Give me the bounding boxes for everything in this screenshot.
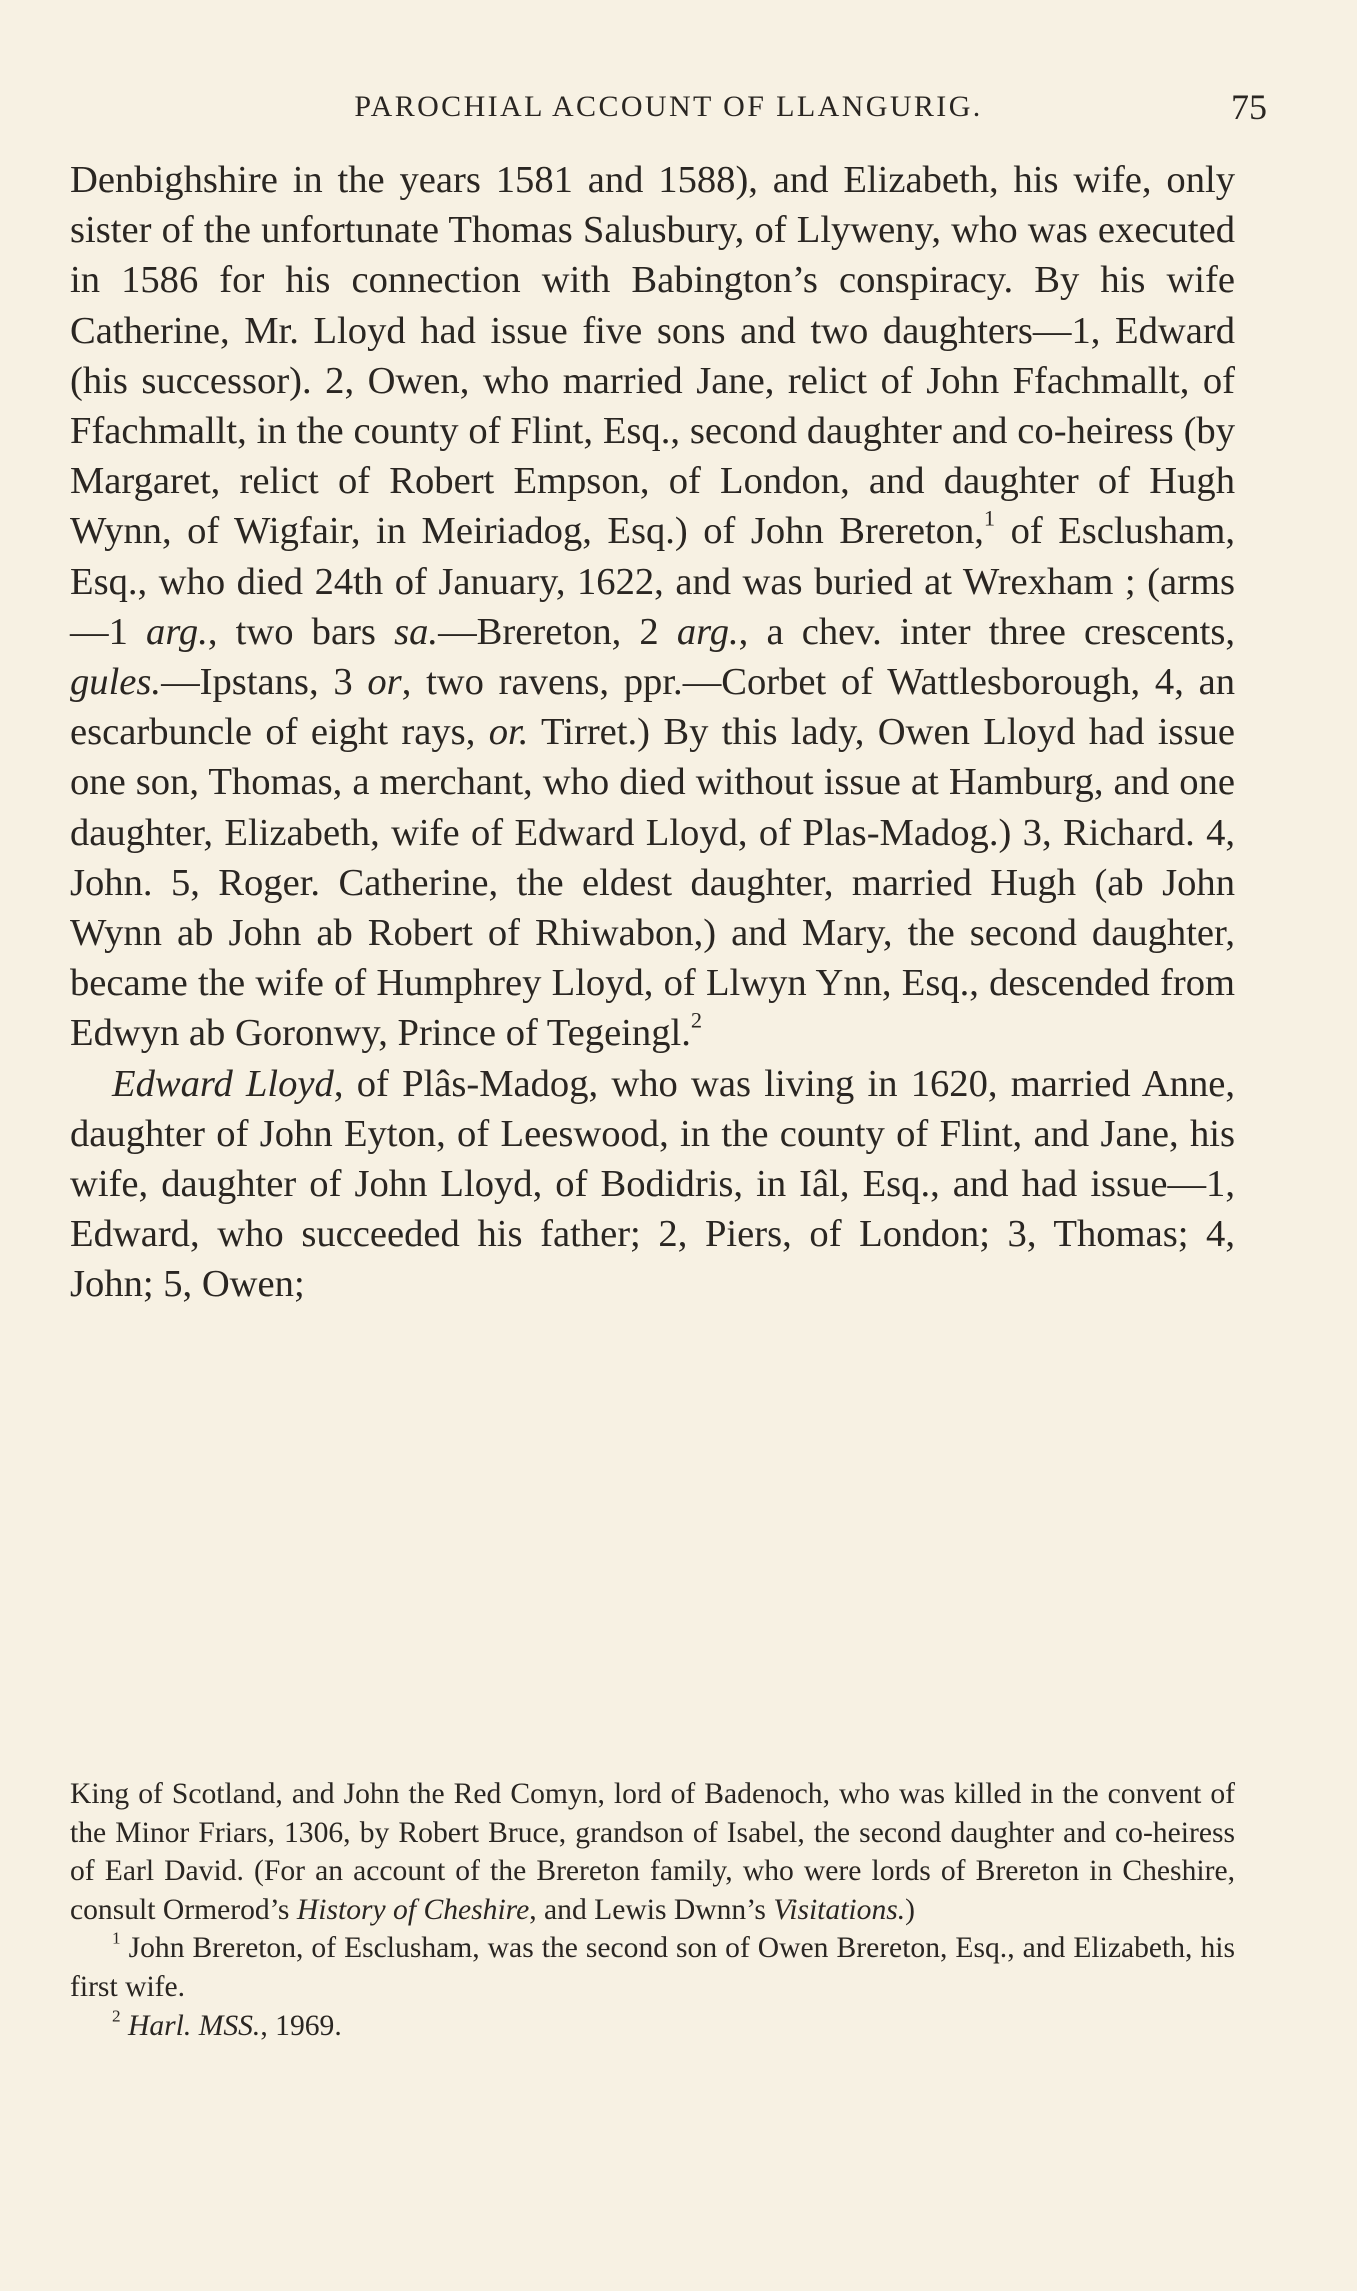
footnote-text: , 1969. — [260, 2009, 342, 2042]
italic-term: arg. — [676, 610, 739, 653]
footnote-1 — [70, 1929, 1235, 2006]
footnote-ref-1: 1 — [983, 505, 996, 531]
running-head — [70, 82, 1267, 126]
italic-term: gules. — [70, 661, 162, 704]
footnote-mark: 1 — [112, 1928, 121, 1948]
footnote-text: John Brereton, of Esclusham, was the second son of Owen Brereton, Esq., and Elizabeth, his first wife. — [70, 1932, 1235, 2003]
italic-title: Visitations. — [773, 1893, 906, 1926]
footnote-continuation — [70, 1775, 1235, 1929]
italic-term: sa. — [394, 610, 439, 653]
person-name: Edward Lloyd — [112, 1062, 334, 1105]
main-text — [70, 155, 1235, 1310]
paragraph-2 — [70, 1059, 1235, 1310]
text-run: , two ravens, ppr.—Corbet of Wattlesborough, 4, an escarbuncle of eight rays, — [70, 661, 1235, 754]
text-run: , and Lewis Dwnn’s — [529, 1893, 774, 1926]
footnote-2 — [70, 2007, 1235, 2046]
text-run: , of Plâs-Madog, who was living in 1620, married Anne, daughter of John Eyton, of Leeswood, in the county of Flint, and Jane, his wife, daughter of John Lloyd, of Bodidris, in Iâl, Esq., and had issue—1, Edward, who succeeded his father; 2, Piers, of London; 3, Thomas; 4, John; 5, Owen; — [70, 1062, 1236, 1306]
text-run: —Brereton, 2 — [438, 610, 677, 653]
italic-term: or — [367, 661, 402, 704]
page-number: 75 — [1231, 87, 1267, 127]
text-run: King of Scotland, and John the Red Comyn, lord of Badenoch, who was killed in the convent of the Minor Friars, 1306, by Robert Bruce, grandson of Isabel, the second daughter and co-heiress of Earl David. (For an account of the Brereton family, who were lords of Brereton in Cheshire, consult Ormerod’s — [70, 1778, 1235, 1926]
footnote-ref-2: 2 — [690, 1008, 703, 1033]
text-run: , a chev. inter three crescents, — [738, 610, 1235, 653]
text-run: Tirret.) By this lady, Owen Lloyd had issue one son, Thomas, a merchant, who died without issue at Hamburg, and one daughter, Elizabeth, wife of Edward Lloyd, of Plas-Madog.) 3, Richard. 4, John. 5, Roger. Catherine, the eldest daughter, married Hugh (ab John Wynn ab John ab Robert of Rhiwabon,) and Mary, the second daughter, became the wife of Humphrey Lloyd, of Llwyn Ynn, Esq., descended from Edwyn ab Goronwy, Prince of Tegeingl. — [70, 711, 1235, 1055]
text-run: Denbighshire in the years 1581 and 1588), and Elizabeth, his wife, only sister of the unfortunate Thomas Salusbury, of Llyweny, who was executed in 1586 for his connection with Babington’s conspiracy. By his wife Catherine, Mr. Lloyd had issue five sons and two daughters—1, Edward (his successor). 2, Owen, who married Jane, relict of John Ffachmallt, of Ffachmallt, in the county of Flint, Esq., second daughter and co-heiress (by Margaret, relict of Robert Empson, of London, and daughter of Hugh Wynn, of Wigfair, in Meiriadog, Esq.) of John Brereton, — [70, 159, 1235, 553]
italic-term: or. — [488, 711, 529, 754]
text-run: ) — [905, 1893, 916, 1926]
italic-term: arg. — [146, 610, 208, 653]
paragraph-1 — [70, 155, 1235, 1059]
running-title: PAROCHIAL ACCOUNT OF LLANGURIG. — [354, 90, 983, 123]
italic-title: Harl. MSS. — [127, 2009, 261, 2042]
text-run: of Esclusham, Esq., who died 24th of January, 1622, and was buried at Wrexham ; (arms—1 — [70, 510, 1235, 653]
footnotes — [70, 1775, 1235, 2045]
text-run: , two bars — [207, 610, 395, 653]
text-run: —Ipstans, 3 — [161, 661, 368, 704]
footnote-mark: 2 — [112, 2006, 121, 2026]
italic-title: History of Cheshire — [296, 1893, 530, 1926]
